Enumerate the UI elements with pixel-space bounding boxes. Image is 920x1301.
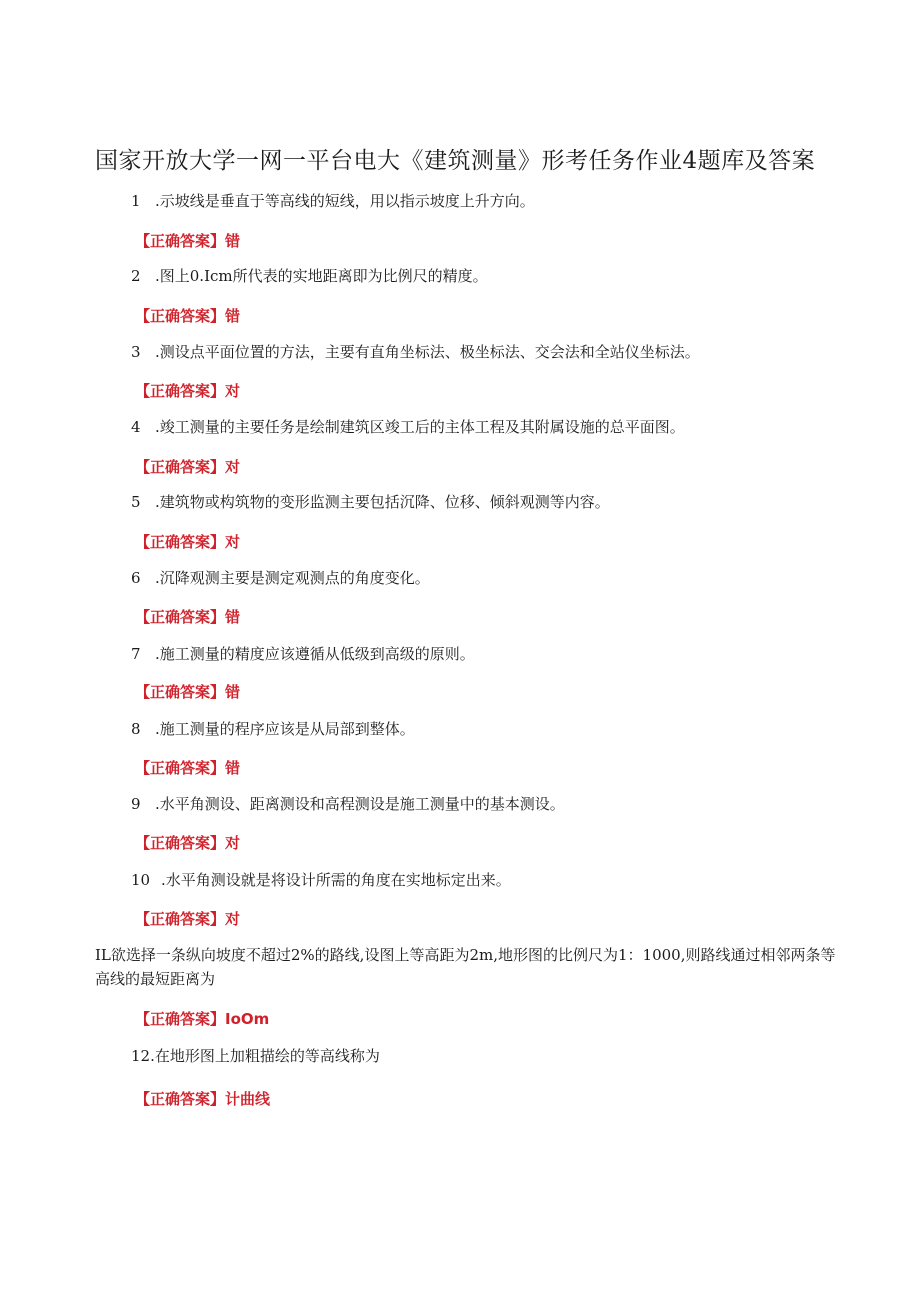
answer-5 — [135, 531, 240, 553]
document-title: 国家开放大学一网一平台电大《建筑测量》形考任务作业4题库及答案 — [95, 148, 816, 174]
answer-value: 错 — [225, 759, 241, 777]
question-text: .施工测量的程序应该是从局部到整体。 — [155, 720, 415, 738]
question-12 — [131, 1044, 380, 1068]
question-11 — [95, 943, 845, 991]
answer-6 — [135, 606, 240, 628]
answer-prefix: 【正确答案】 — [135, 683, 226, 701]
answer-value: 对 — [225, 382, 241, 400]
answer-9 — [135, 832, 240, 854]
question-text: .施工测量的精度应该遵循从低级到高级的原则。 — [155, 645, 475, 663]
question-text: .沉降观测主要是测定观测点的角度变化。 — [155, 569, 430, 587]
answer-prefix: 【正确答案】 — [135, 834, 226, 852]
answer-8 — [135, 757, 240, 779]
question-6 — [131, 566, 430, 590]
question-text: .测设点平面位置的方法，主要有直角坐标法、极坐标法、交会法和全站仪坐标法。 — [155, 343, 700, 361]
question-2 — [131, 264, 488, 288]
answer-prefix: 【正确答案】 — [135, 759, 226, 777]
question-5 — [131, 490, 610, 514]
question-4 — [131, 415, 685, 439]
question-text: 12.在地形图上加粗描绘的等高线称为 — [131, 1047, 380, 1065]
question-text: .图上0.Icm所代表的实地距离即为比例尺的精度。 — [155, 267, 488, 285]
question-text: .水平角测设就是将设计所需的角度在实地标定出来。 — [161, 871, 511, 889]
question-7 — [131, 642, 475, 666]
answer-value: IoOm — [225, 1010, 270, 1028]
answer-value: 错 — [225, 232, 241, 250]
answer-4 — [135, 456, 240, 478]
answer-2 — [135, 305, 240, 327]
answer-prefix: 【正确答案】 — [135, 608, 226, 626]
answer-value: 错 — [225, 307, 241, 325]
question-text: .示坡线是垂直于等高线的短线，用以指示坡度上升方向。 — [155, 192, 535, 210]
question-text: .竣工测量的主要任务是绘制建筑区竣工后的主体工程及其附属设施的总平面图。 — [155, 418, 685, 436]
question-10 — [131, 868, 511, 892]
answer-3 — [135, 380, 240, 402]
answer-value: 错 — [225, 608, 241, 626]
answer-11 — [135, 1008, 269, 1030]
question-number: 10 — [131, 871, 151, 889]
question-number: 1 — [131, 192, 141, 210]
answer-prefix: 【正确答案】 — [135, 307, 226, 325]
answer-prefix: 【正确答案】 — [135, 382, 226, 400]
question-number: 5 — [131, 493, 141, 511]
question-number: 3 — [131, 343, 141, 361]
answer-prefix: 【正确答案】 — [135, 910, 226, 928]
answer-value: 计曲线 — [225, 1090, 271, 1108]
answer-value: 错 — [225, 683, 241, 701]
answer-7 — [135, 681, 240, 703]
question-number: 2 — [131, 267, 141, 285]
answer-prefix: 【正确答案】 — [135, 232, 226, 250]
answer-prefix: 【正确答案】 — [135, 458, 226, 476]
question-3 — [131, 340, 700, 364]
answer-1 — [135, 230, 240, 252]
question-number: 7 — [131, 645, 141, 663]
question-1 — [131, 189, 535, 213]
question-number: 6 — [131, 569, 141, 587]
answer-prefix: 【正确答案】 — [135, 1010, 226, 1028]
question-number: 8 — [131, 720, 141, 738]
question-8 — [131, 717, 415, 741]
answer-value: 对 — [225, 533, 241, 551]
answer-value: 对 — [225, 910, 241, 928]
question-number: 9 — [131, 795, 141, 813]
question-text: IL欲选择一条纵向坡度不超过2%的路线,设图上等高距为2m,地形图的比例尺为1：1000,则路线通过相邻两条等高线的最短距离为 — [95, 946, 836, 988]
answer-prefix: 【正确答案】 — [135, 533, 226, 551]
answer-prefix: 【正确答案】 — [135, 1090, 226, 1108]
question-number: 4 — [131, 418, 141, 436]
question-text: .建筑物或构筑物的变形监测主要包括沉降、位移、倾斜观测等内容。 — [155, 493, 610, 511]
answer-12 — [135, 1088, 270, 1110]
question-9 — [131, 792, 565, 816]
answer-value: 对 — [225, 834, 241, 852]
question-text: .水平角测设、距离测设和高程测设是施工测量中的基本测设。 — [155, 795, 565, 813]
answer-10 — [135, 908, 240, 930]
answer-value: 对 — [225, 458, 241, 476]
